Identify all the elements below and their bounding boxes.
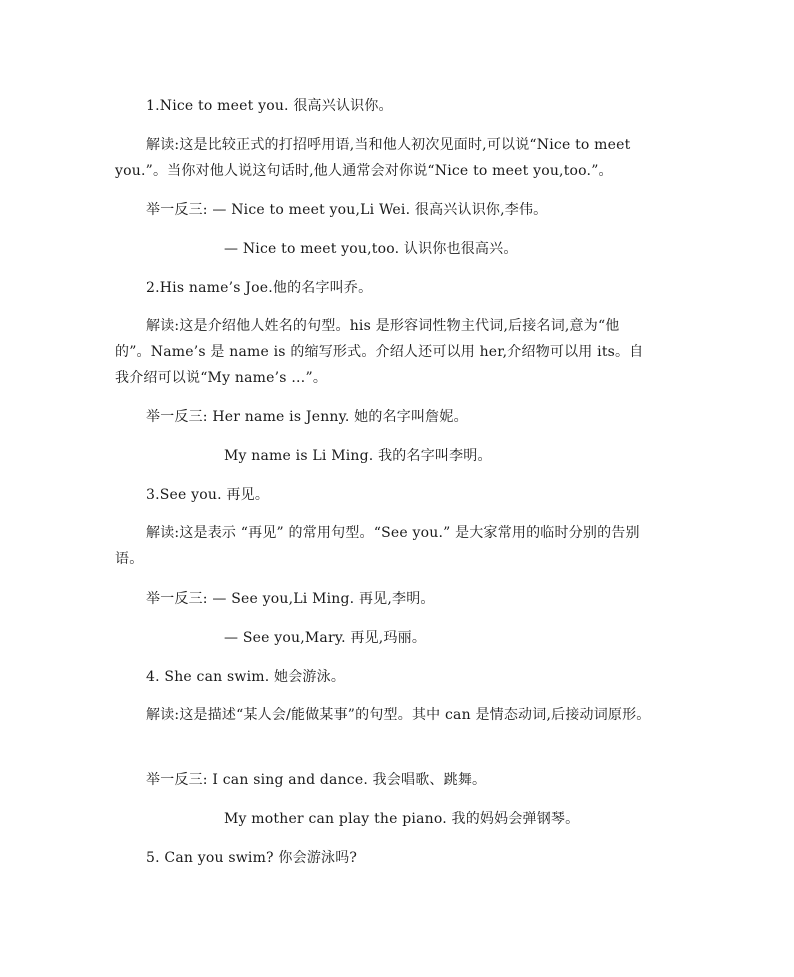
item-2-heading: 2.His name’s Joe.他的名字叫乔。: [146, 280, 373, 296]
item-3-explanation: 解读:这是表示 “再见” 的常用句型。“See you.” 是大家常用的临时分别的告别语。: [115, 525, 640, 567]
item-3-example-1: [146, 590, 435, 608]
item-3-heading: 3.See you. 再见。: [146, 487, 270, 503]
example-sentence: Her name is Jenny. 她的名字叫詹妮。: [212, 409, 468, 425]
item-5-heading: 5. Can you swim? 你会游泳吗?: [146, 850, 358, 866]
example-prefix: 举一反三:: [146, 772, 208, 788]
item-3-example-2: — See you,Mary. 再见,玛丽。: [224, 630, 427, 646]
item-1-example-2: — Nice to meet you,too. 认识你也很高兴。: [224, 241, 518, 257]
item-4-explanation: 解读:这是描述“某人会/能做某事”的句型。其中 can 是情态动词,后接动词原形。: [146, 707, 651, 723]
item-4-heading: 4. She can swim. 她会游泳。: [146, 669, 346, 685]
item-4-example-2: My mother can play the piano. 我的妈妈会弹钢琴。: [224, 811, 580, 827]
item-2-example-1: [146, 408, 468, 426]
item-2-example-2: My name is Li Ming. 我的名字叫李明。: [224, 448, 492, 464]
example-sentence: — Nice to meet you,Li Wei. 很高兴认识你,李伟。: [212, 202, 548, 218]
item-1-example-1: [146, 201, 547, 219]
item-4-example-1: [146, 771, 486, 789]
item-1-explanation: 解读:这是比较正式的打招呼用语,当和他人初次见面时,可以说“Nice to meet you.”。当你对他人说这句话时,他人通常会对你说“Nice to meet you,too.”。: [115, 137, 631, 179]
example-prefix: 举一反三:: [146, 591, 208, 607]
example-sentence: I can sing and dance. 我会唱歌、跳舞。: [212, 772, 487, 788]
example-prefix: 举一反三:: [146, 409, 208, 425]
item-1-heading: 1.Nice to meet you. 很高兴认识你。: [146, 98, 393, 114]
example-sentence: — See you,Li Ming. 再见,李明。: [212, 591, 435, 607]
example-prefix: 举一反三:: [146, 202, 208, 218]
item-2-explanation: 解读:这是介绍他人姓名的句型。his 是形容词性物主代词,后接名词,意为“他的”。Name’s 是 name is 的缩写形式。介绍人还可以用 her,介绍物可以用 its。自我介绍可以说“My name’s …”。: [115, 318, 644, 386]
